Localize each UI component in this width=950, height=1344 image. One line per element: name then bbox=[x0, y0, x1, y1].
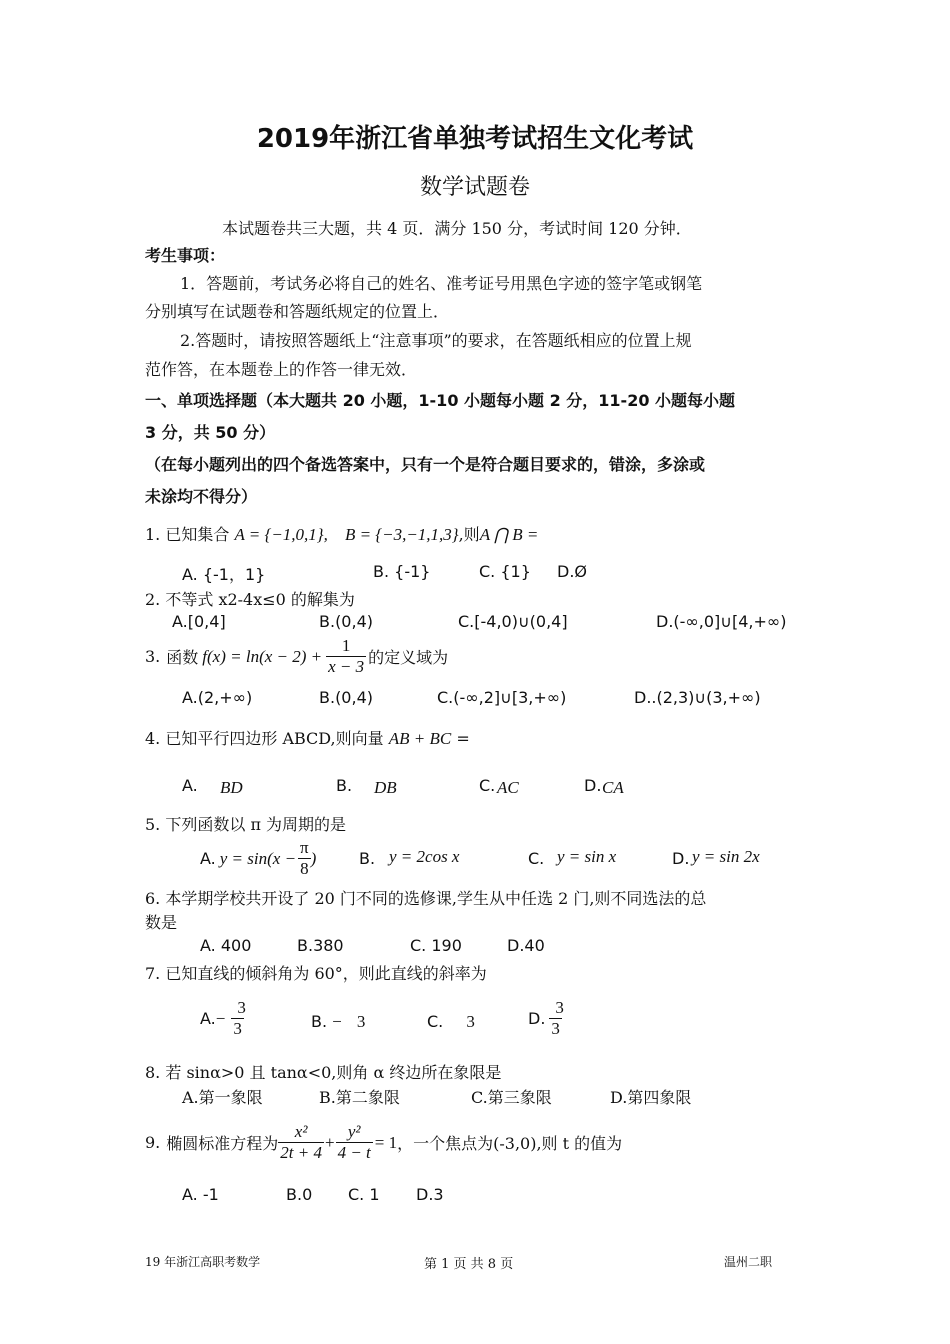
function-expr: f(x) = ln(x − 2) + bbox=[202, 646, 323, 666]
q3-option-d: D..(2,3)∪(3,+∞) bbox=[634, 688, 761, 707]
footer-right: 温州二职 bbox=[724, 1255, 773, 1269]
section-note-cont: 未涂均不得分） bbox=[145, 487, 258, 506]
option-label: A. bbox=[200, 1009, 216, 1028]
q7-option-a bbox=[200, 998, 248, 1039]
footer-page-number: 第 1 页 共 8 页 bbox=[424, 1257, 514, 1272]
fraction-numerator: 3 bbox=[555, 998, 564, 1017]
question-number: 6. bbox=[145, 889, 161, 908]
vector-expr: AB + BC bbox=[388, 729, 452, 748]
question-8 bbox=[145, 1060, 501, 1083]
question-1 bbox=[145, 522, 538, 545]
question-number: 4. bbox=[145, 729, 161, 748]
q2-option-d: D.(-∞,0]∪[4,+∞) bbox=[656, 612, 787, 631]
q8-option-a: A.第一象限 bbox=[182, 1088, 263, 1107]
fraction-numerator: 3 bbox=[237, 998, 246, 1017]
q3-option-b: B.(0,4) bbox=[319, 688, 373, 707]
question-3 bbox=[145, 636, 448, 677]
option-expr: y = sin(x − bbox=[219, 848, 297, 868]
q7-option-b bbox=[311, 1012, 365, 1032]
notice-item-2: 2.答题时，请按照答题纸上“注意事项”的要求，在答题纸相应的位置上规 bbox=[180, 331, 692, 350]
equals-expr: = 1 bbox=[374, 1132, 398, 1152]
q6-option-c: C. 190 bbox=[410, 936, 462, 955]
footer-left: 19 年浙江高职考数学 bbox=[145, 1255, 261, 1269]
option-sign: − bbox=[215, 1008, 226, 1028]
q5-option-d-expr: y = sin 2x bbox=[692, 847, 760, 866]
notice-item-2-cont: 范作答，在本题卷上的作答一律无效． bbox=[145, 360, 418, 379]
option-value: 3 bbox=[466, 1012, 475, 1031]
question-number: 1. bbox=[145, 525, 161, 544]
fraction-denominator: 8 bbox=[300, 859, 309, 878]
q9-option-b: B.0 bbox=[286, 1185, 313, 1204]
q5-option-b-expr: y = 2cos x bbox=[389, 847, 460, 866]
q9-option-d: D.3 bbox=[416, 1185, 444, 1204]
question-stem-suffix: ，一个焦点为(-3,0),则 t 的值为 bbox=[397, 1134, 623, 1153]
question-stem: 椭圆标准方程为 bbox=[166, 1134, 279, 1153]
question-2 bbox=[145, 587, 355, 610]
plus-sign: + bbox=[324, 1132, 335, 1152]
question-stem: 已知直线的倾斜角为 60°，则此直线的斜率为 bbox=[165, 964, 487, 983]
question-number: 9. bbox=[145, 1133, 161, 1152]
question-5 bbox=[145, 812, 346, 835]
question-number: 3. bbox=[145, 647, 161, 666]
fraction-denominator: 4 − t bbox=[337, 1143, 371, 1162]
q1-option-d: D.Ø bbox=[557, 562, 587, 581]
question-6 bbox=[145, 886, 706, 909]
question-stem: 不等式 x2-4x≤0 的解集为 bbox=[165, 590, 355, 609]
question-stem-suffix: = bbox=[456, 729, 470, 748]
question-stem: 若 sinα>0 且 tanα<0,则角 α 终边所在象限是 bbox=[165, 1063, 502, 1082]
q4-option-a-label: A. bbox=[182, 776, 198, 795]
question-9 bbox=[145, 1122, 622, 1163]
q4-option-b-value: DB bbox=[374, 778, 397, 797]
q8-option-b: B.第二象限 bbox=[319, 1088, 400, 1107]
option-sign: − bbox=[332, 1012, 342, 1031]
question-stem: 本学期学校共开设了 20 门不同的选修课,学生从中任选 2 门,则不同选法的总 bbox=[165, 889, 707, 908]
q1-option-a: A. {-1，1} bbox=[182, 565, 266, 584]
q2-option-b: B.(0,4) bbox=[319, 612, 373, 631]
q7-option-c bbox=[427, 1012, 475, 1032]
notice-item-1: 1．答题前，考试务必将自己的姓名、准考证号用黑色字迹的签字笔或钢笔 bbox=[180, 274, 703, 293]
option-value: 3 bbox=[356, 1012, 366, 1031]
option-label: C. bbox=[427, 1012, 444, 1031]
question-stem: 已知平行四边形 ABCD,则向量 bbox=[165, 729, 384, 748]
exam-title: 2019年浙江省单独考试招生文化考试 bbox=[256, 124, 694, 154]
question-7 bbox=[145, 961, 487, 984]
question-number: 8. bbox=[145, 1063, 161, 1082]
option-expr-suffix: ) bbox=[310, 848, 317, 868]
option-label: B. bbox=[311, 1012, 328, 1031]
question-stem: 下列函数以 π 为周期的是 bbox=[165, 815, 347, 834]
q3-option-c: C.(-∞,2]∪[3,+∞) bbox=[437, 688, 567, 707]
q2-option-c: C.[-4,0)∪(0,4] bbox=[458, 612, 568, 631]
q1-option-c: C. {1} bbox=[479, 562, 531, 581]
question-stem-suffix: ,则 bbox=[458, 525, 480, 544]
q4-option-c-label: C. bbox=[479, 776, 496, 795]
q7-option-d bbox=[528, 998, 566, 1039]
q5-option-c-expr: y = sin x bbox=[557, 847, 617, 866]
q4-option-d-label: D. bbox=[584, 776, 602, 795]
notice-item-1-cont: 分别填写在试题卷和答题纸规定的位置上． bbox=[145, 302, 450, 321]
fraction-y bbox=[336, 1122, 373, 1163]
q4-option-d-value: CA bbox=[602, 778, 624, 797]
question-number: 7. bbox=[145, 964, 161, 983]
question-stem: 函数 bbox=[166, 648, 199, 667]
q4-option-c-value: AC bbox=[497, 778, 519, 797]
notice-heading: 考生事项： bbox=[145, 246, 226, 265]
question-stem-suffix: 的定义域为 bbox=[368, 648, 449, 667]
q9-option-c: C. 1 bbox=[348, 1185, 380, 1204]
fraction-numerator: 1 bbox=[341, 636, 351, 655]
fraction bbox=[545, 998, 566, 1039]
exam-subtitle: 数学试题卷 bbox=[419, 175, 530, 200]
fraction-denominator: 3 bbox=[233, 1019, 242, 1038]
q2-option-a: A.[0,4] bbox=[172, 612, 226, 631]
fraction-numerator: π bbox=[300, 838, 309, 857]
q8-option-c: C.第三象限 bbox=[471, 1088, 552, 1107]
q5-option-d-label: D. bbox=[672, 849, 690, 868]
fraction-numerator: y² bbox=[347, 1122, 361, 1141]
q9-option-a: A. -1 bbox=[182, 1185, 219, 1204]
question-4 bbox=[145, 726, 470, 749]
q3-option-a: A.(2,+∞) bbox=[182, 688, 253, 707]
q6-option-b: B.380 bbox=[297, 936, 344, 955]
question-stem: 已知集合 bbox=[165, 525, 230, 544]
intersection-expr: A ⋂ B = bbox=[479, 525, 539, 544]
fraction bbox=[326, 636, 366, 677]
section-heading: 一、单项选择题（本大题共 20 小题，1-10 小题每小题 2 分，11-20 小题每小题 bbox=[145, 391, 736, 410]
q6-option-a: A. 400 bbox=[200, 936, 252, 955]
exam-intro: 本试题卷共三大题，共 4 页．满分 150 分，考试时间 120 分钟． bbox=[222, 219, 692, 238]
fraction-denominator: x − 3 bbox=[328, 657, 365, 676]
q5-option-c-label: C. bbox=[528, 849, 545, 868]
question-number: 2. bbox=[145, 590, 161, 609]
question-6-cont: 数是 bbox=[145, 913, 178, 932]
q1-option-b: B. {-1} bbox=[373, 562, 431, 581]
option-label: D. bbox=[528, 1009, 546, 1028]
q8-option-d: D.第四象限 bbox=[610, 1088, 692, 1107]
set-b: B = {−3,−1,1,3} bbox=[344, 525, 459, 544]
q5-option-b-label: B. bbox=[359, 849, 376, 868]
q6-option-d: D.40 bbox=[507, 936, 545, 955]
fraction bbox=[227, 998, 248, 1039]
set-a: A = {−1,0,1}, bbox=[234, 525, 328, 544]
section-note: （在每小题列出的四个备选答案中，只有一个是符合题目要求的，错涂，多涂或 bbox=[145, 455, 706, 474]
section-heading-cont: 3 分，共 50 分） bbox=[145, 423, 276, 442]
fraction bbox=[298, 838, 311, 879]
q5-option-a bbox=[200, 838, 316, 879]
fraction-x bbox=[278, 1122, 324, 1163]
option-label: A. bbox=[200, 849, 216, 868]
fraction-numerator: x² bbox=[294, 1122, 308, 1141]
fraction-denominator: 2t + 4 bbox=[280, 1143, 322, 1162]
fraction-denominator: 3 bbox=[551, 1019, 560, 1038]
question-number: 5. bbox=[145, 815, 161, 834]
q4-option-a-value: BD bbox=[220, 778, 243, 797]
q4-option-b-label: B. bbox=[336, 776, 353, 795]
